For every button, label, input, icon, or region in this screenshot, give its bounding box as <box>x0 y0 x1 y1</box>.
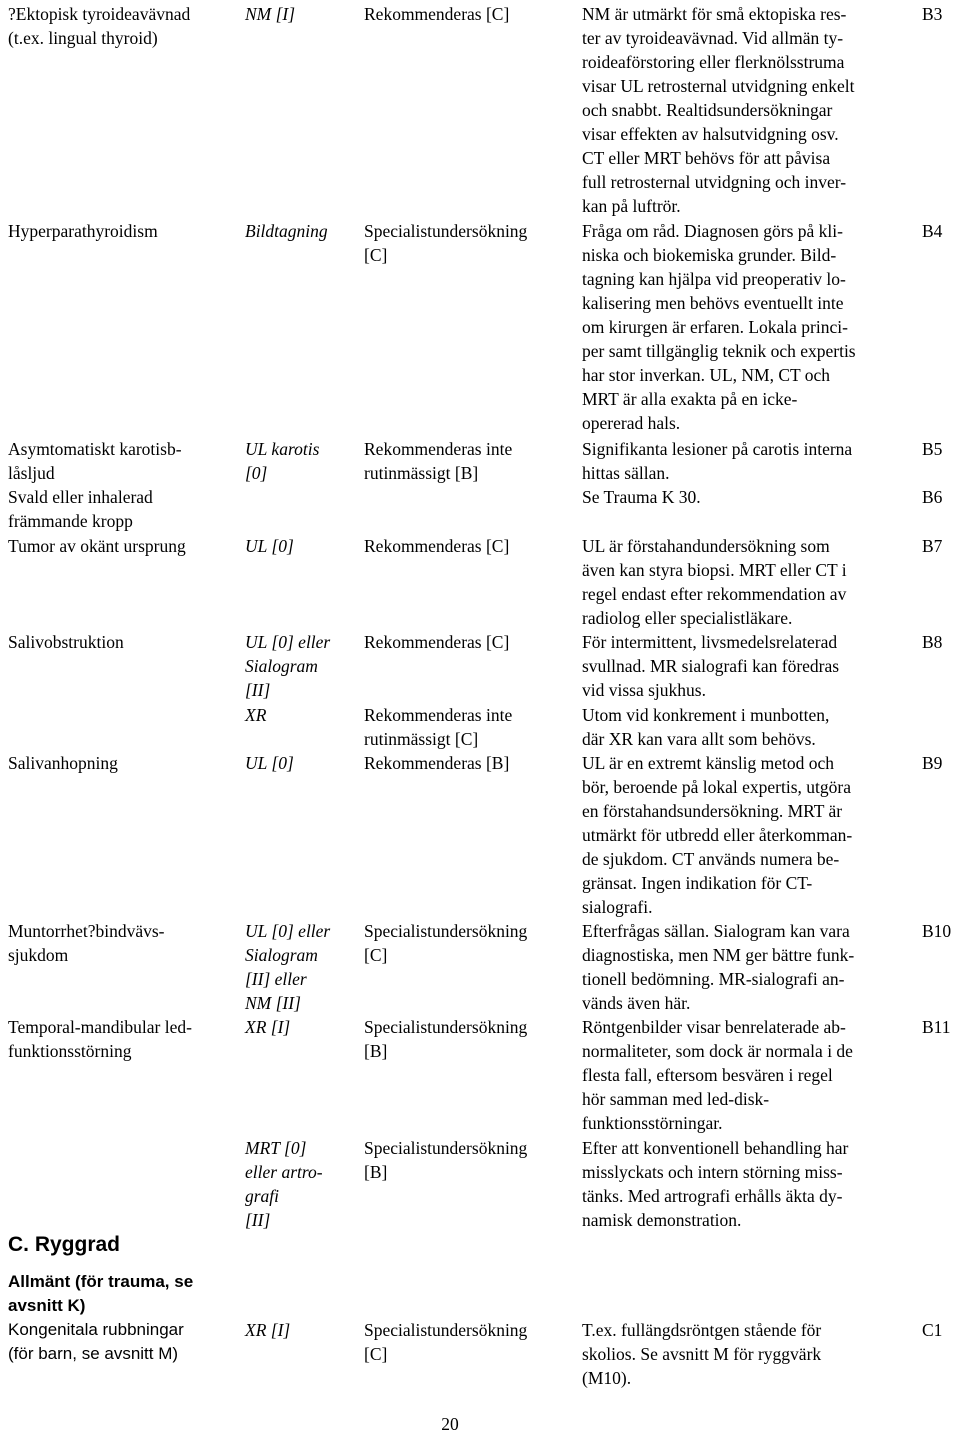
examination-cell: UL [0] eller Sialogram [II] <box>245 632 331 700</box>
comment-cell: Efterfrågas sällan. Sialogram kan vara diagnostiska, men NM ger bättre funk- tionell bedömning. MR-sialografi an- vänds även här. <box>582 921 855 1013</box>
condition-cell: ?Ektopisk tyroideavävnad (t.ex. lingual thyroid) <box>8 4 191 48</box>
condition-cell: Salivobstruktion <box>8 632 124 652</box>
examination-cell: UL [0] <box>245 753 294 773</box>
recommendation-cell: Specialistundersökning [C] <box>364 221 528 265</box>
code-cell: B4 <box>922 221 943 241</box>
examination-cell: XR <box>245 705 267 725</box>
code-cell: B5 <box>922 439 943 459</box>
comment-cell: Se Trauma K 30. <box>582 487 701 507</box>
examination-cell: XR [I] <box>245 1017 291 1037</box>
comment-cell: Fråga om råd. Diagnosen görs på kli- niska och biokemiska grunder. Bild- tagning kan hjälpa vid preoperativ lo- kalisering men behövs eventuellt inte om kirurgen är erfaren. Lokala princi- per samt tillgänglig teknik och expertis har stor inverkan. UL, NM, CT och MRT är alla exakta på en icke- opererad hals. <box>582 221 856 433</box>
examination-cell: UL [0] <box>245 536 294 556</box>
recommendation-cell: Rekommenderas inte rutinmässigt [C] <box>364 705 513 749</box>
recommendation-cell: Specialistundersökning [C] <box>364 1320 528 1364</box>
recommendation-cell: Rekommenderas [C] <box>364 632 510 652</box>
code-cell: B6 <box>922 487 943 507</box>
recommendation-cell: Specialistundersökning [C] <box>364 921 528 965</box>
comment-cell: NM är utmärkt för små ektopiska res- ter av tyroideavävnad. Vid allmän ty- roideaförstoring eller flerknölsstruma visar UL retrosternal utvidgning enkelt och snabbt. Realtidsundersökningar visar effekten av halsutvidgning osv. CT eller MRT behövs för att påvisa full retrosternal utvidgning och inver- kan på luftrör. <box>582 4 855 216</box>
code-cell: B3 <box>922 4 943 24</box>
examination-cell: MRT [0] eller artro- grafi [II] <box>245 1138 323 1230</box>
code-cell: B9 <box>922 753 943 773</box>
examination-cell: UL karotis [0] <box>245 439 320 483</box>
comment-cell: UL är en extremt känslig metod och bör, beroende på lokal expertis, utgöra en förstahandsundersökning. MRT är utmärkt för utbredd eller återkomman- de sjukdom. CT används numera be- gränsat. Ingen indikation för CT- sialografi. <box>582 753 853 917</box>
condition-cell: Salivanhopning <box>8 753 118 773</box>
comment-cell: Röntgenbilder visar benrelaterade ab- normaliteter, som dock är normala i de flesta fall, eftersom besvären i regel hör samman med led-disk- funktionsstörningar. <box>582 1017 853 1133</box>
comment-cell: Efter att konventionell behandling har misslyckats och intern störning miss- tänks. Med artrografi erhålls äkta dy- namisk demonstration. <box>582 1138 849 1230</box>
recommendation-cell: Specialistundersökning [B] <box>364 1138 528 1182</box>
code-cell: B8 <box>922 632 943 652</box>
section-heading: C. Ryggrad <box>8 1233 121 1256</box>
code-cell: C1 <box>922 1320 943 1340</box>
comment-cell: UL är förstahandundersökning som även kan styra biopsi. MRT eller CT i regel endast efter rekommendation av radiolog eller specialistläkare. <box>582 536 847 628</box>
section-subheading: Allmänt (för trauma, se avsnitt K) <box>8 1272 194 1315</box>
recommendation-cell: Specialistundersökning [B] <box>364 1017 528 1061</box>
examination-cell: NM [I] <box>245 4 296 24</box>
condition-cell: Svald eller inhalerad främmande kropp <box>8 487 153 531</box>
recommendation-cell: Rekommenderas [C] <box>364 4 510 24</box>
examination-cell: Bildtagning <box>245 221 328 241</box>
condition-cell: Temporal-mandibular led- funktionsstörning <box>8 1017 192 1061</box>
condition-cell: Hyperparathyroidism <box>8 221 158 241</box>
code-cell: B7 <box>922 536 943 556</box>
comment-cell: För intermittent, livsmedelsrelaterad svullnad. MR sialografi kan föredras vid vissa sjukhus. <box>582 632 840 700</box>
comment-cell: Utom vid konkrement i munbotten, där XR kan vara allt som behövs. <box>582 705 830 749</box>
condition-cell: Asymtomatiskt karotisb- låsljud <box>8 439 182 483</box>
comment-cell: T.ex. fullängdsröntgen stående för skolios. Se avsnitt M för ryggvärk (M10). <box>582 1320 822 1388</box>
code-cell: B11 <box>922 1017 951 1037</box>
condition-cell: Muntorrhet?bindvävs- sjukdom <box>8 921 165 965</box>
examination-cell: UL [0] eller Sialogram [II] eller NM [II] <box>245 921 331 1013</box>
recommendation-cell: Rekommenderas inte rutinmässigt [B] <box>364 439 513 483</box>
page-number: 20 <box>441 1414 459 1434</box>
recommendation-cell: Rekommenderas [B] <box>364 753 510 773</box>
recommendation-cell: Rekommenderas [C] <box>364 536 510 556</box>
examination-cell: XR [I] <box>245 1320 291 1340</box>
condition-cell: Kongenitala rubbningar (för barn, se avsnitt M) <box>8 1320 184 1363</box>
comment-cell: Signifikanta lesioner på carotis interna hittas sällan. <box>582 439 853 483</box>
condition-cell: Tumor av okänt ursprung <box>8 536 186 556</box>
code-cell: B10 <box>922 921 952 941</box>
